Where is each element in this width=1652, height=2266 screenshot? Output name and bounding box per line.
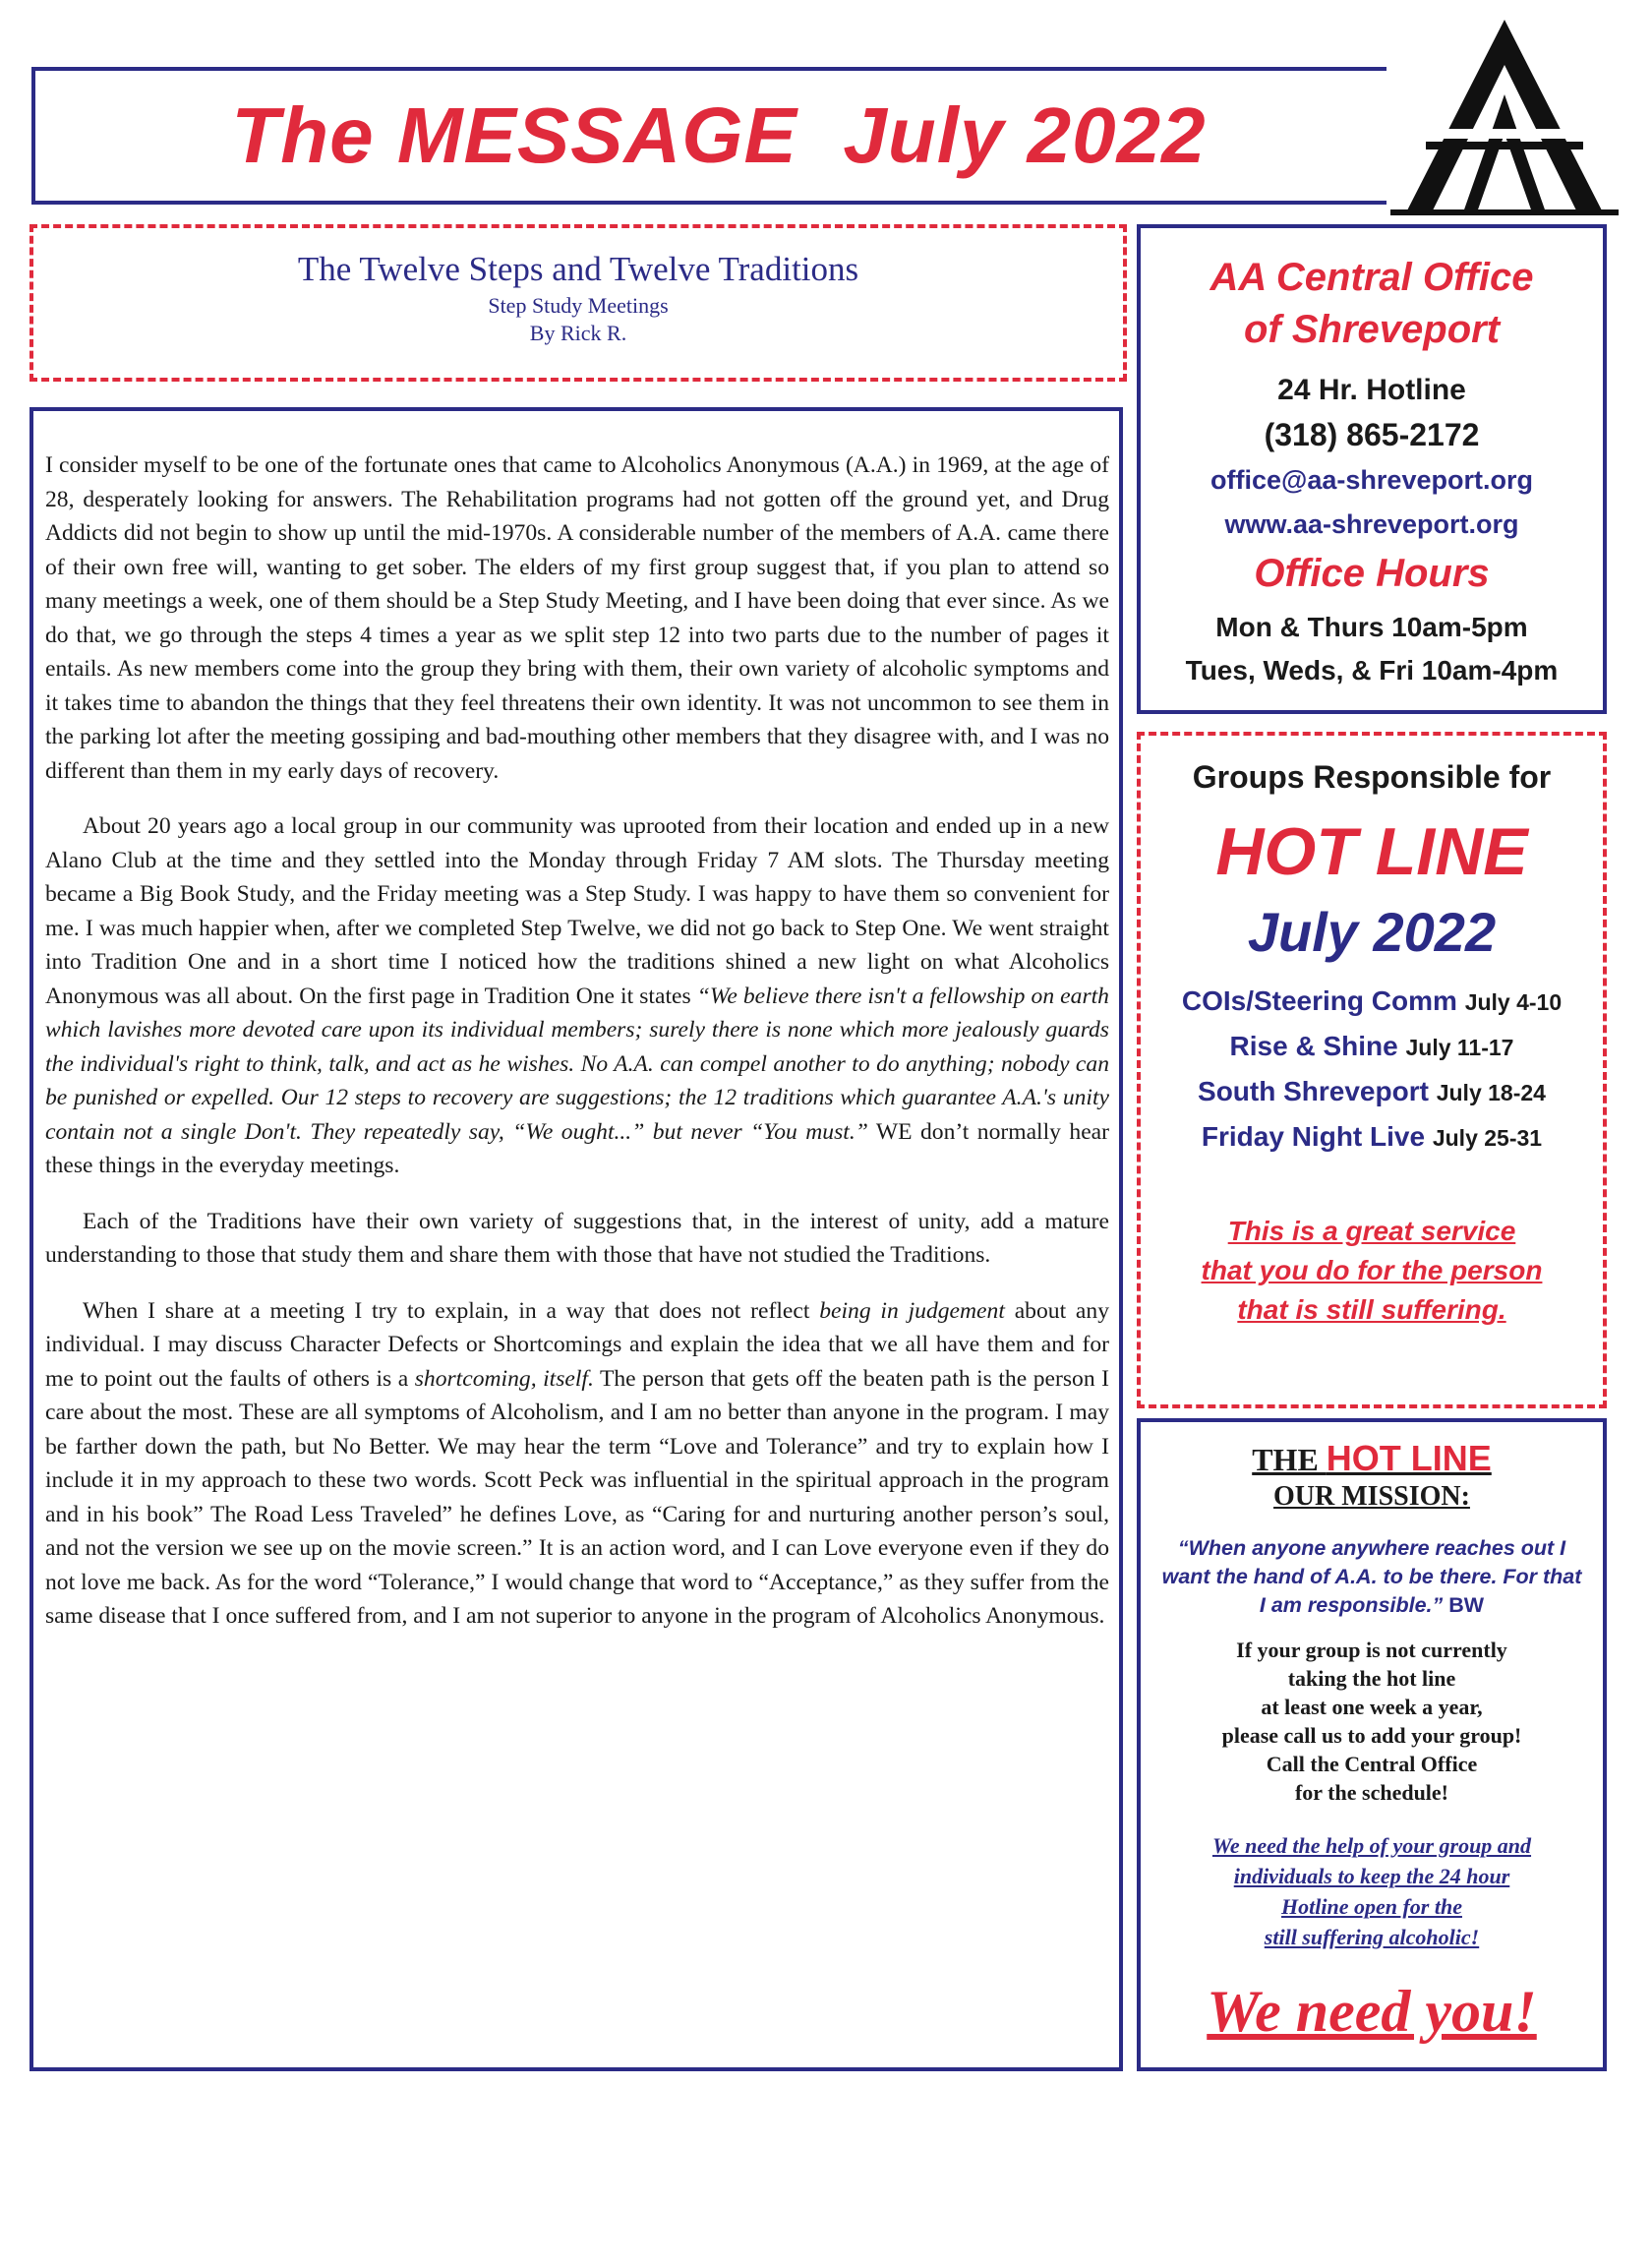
group-dates: July 4-10 [1464,989,1563,1015]
mission-help-request [1141,1830,1603,1952]
service-line: This is a great service [1227,1216,1516,1246]
contact-website[interactable]: www.aa-shreveport.org [1224,509,1519,539]
mission-body-line: at least one week a year, [1261,1695,1483,1719]
paragraph-4-text-a: When I share at a meeting I try to explain, in a way that does not reflect [83,1297,820,1324]
mission-body-line: taking the hot line [1287,1666,1456,1691]
mission-body-line: please call us to add your group! [1221,1723,1522,1748]
group-name: COIs/Steering Comm [1181,985,1457,1016]
group-row [1141,1076,1603,1107]
groups-month: July 2022 [1247,901,1497,963]
central-office-contact-box [1137,224,1607,714]
aa-double-a-logo-icon [1386,16,1622,222]
service-message [1141,1212,1603,1330]
help-line: individuals to keep the 24 hour [1233,1864,1510,1888]
mission-heading-the: THE [1252,1442,1327,1477]
article-title: The Twelve Steps and Twelve Traditions [297,250,859,288]
help-line: We need the help of your group and [1211,1833,1532,1858]
office-hours-line: Mon & Thurs 10am-5pm [1215,612,1528,642]
office-hours-line: Tues, Weds, & Fri 10am-4pm [1185,655,1559,686]
article-paragraph-3: Each of the Traditions have their own variety of suggestions that, in the interest of unity, add a mature understanding to those that study them and share them with those that have not studied the Traditions. [45,1208,1109,1268]
group-name: Rise & Shine [1229,1031,1398,1061]
central-office-title: AA Central Office [1210,256,1534,299]
article-paragraph-1: I consider myself to be one of the fortunate ones that came to Alcoholics Anonymous (A.A.) in 1969, at the age of 28, desperately looking for answers. The Rehabilitation programs had not gotten off the ground yet, and Drug Addicts did not begin to show up until the mid-1970s. A considerable number of the members of A.A. came there of their own free will, wanting to get sober. The elders of my first group suggest that, if you plan to attend so many meetings a week, one of them should be a Step Study Meeting, and I have been doing that ever since. As we do that, we go through the steps 4 times a year as we split step 12 into two parts due to the number of pages it entails. As new members come into the group they bring with them, their own variety of alcoholic symptoms and it takes time to abandon the things that they feel threatens their own identity. It was not uncommon to see them in the parking lot after the meeting gossiping and bad-mouthing other members that they disagree with, and I was no different than them in my early days of recovery. [45,452,1109,784]
mission-body [1141,1636,1603,1807]
service-line: that is still suffering. [1237,1294,1506,1325]
hotline-label: 24 Hr. Hotline [1277,374,1466,406]
groups-heading: Groups Responsible for [1192,759,1552,795]
help-line: still suffering alcoholic! [1264,1925,1480,1949]
paragraph-4-text-c: The person that gets off the beaten path is the person I care about the most. These are all symptoms of Alcoholism, and I am no better than anyone in the program. I may be farther down the path, but No Better. We may hear the term “Love and Tolerance” and try to explain how I include it in my approach to these two words. Scott Peck was influential in the spiritual approach in the program and in his book” The Road Less Traveled” he defines Love, as “Caring for and nurturing another person’s soul, and not the version we see up on the movie screen.” It is an action word, and I can Love everyone even if they do not love me back. As for the word “Tolerance,” I would change that word to “Acceptance,” as they suffer from the same disease that I once suffered from, and I am not superior to anyone in the program of Alcoholics Anonymous. [45,1365,1109,1629]
paragraph-2-text: About 20 years ago a local group in our community was uprooted from their location and ended up in a new Alano Club at the time and they settled into the Monday through Friday 7 AM slots. The Thursday meeting became a Big Book Study, and the Friday meeting was a Step Study. I was happy to have them so convenient for me. I was much happier when, after we completed Step Twelve, we did not go back to Step One. We went straight into Tradition One and in a short time I noticed how the traditions shined a new light on what Alcoholics Anonymous was all about. On the first page in Tradition One it states [45,813,1109,1009]
article-subtitle: Step Study Meetings [488,293,669,318]
group-name: Friday Night Live [1201,1121,1426,1152]
group-dates: July 11-17 [1405,1035,1514,1060]
we-need-you-callout: We need you! [1207,1979,1537,2044]
masthead-title: The MESSAGE July 2022 [231,91,1207,179]
mission-body-line: for the schedule! [1294,1780,1449,1805]
hotline-mission-box [1137,1418,1607,2071]
paragraph-4-emphasis-1: being in judgement [819,1297,1005,1324]
group-row [1141,985,1603,1017]
mission-heading [1141,1438,1603,1479]
group-row [1141,1121,1603,1153]
service-line: that you do for the person [1201,1255,1543,1285]
responsibility-quote [1158,1534,1585,1620]
article-paragraph-2 [45,809,1109,1183]
central-office-city: of Shreveport [1243,308,1501,351]
office-hours-title: Office Hours [1254,552,1490,595]
quote-text: “When anyone anywhere reaches out I want the hand of A.A. to be there. For that I am responsible.” [1161,1536,1582,1617]
article-paragraph-4 [45,1294,1109,1634]
mission-heading-hotline: HOT LINE [1326,1438,1492,1478]
paragraph-4-text-b: about any individual. I may discuss Character Defects or Shortcomings and explain the idea that we all have them and for me to point out the faults of others is a [45,1297,1110,1392]
mission-subheading: OUR MISSION: [1273,1481,1470,1512]
masthead [31,67,1605,205]
group-dates: July 25-31 [1432,1125,1543,1151]
hotline-groups-box [1137,732,1607,1408]
group-dates: July 18-24 [1436,1080,1546,1105]
quote-author: BW [1443,1593,1485,1617]
groups-hotline-title: HOT LINE [1215,814,1528,889]
mission-body-line: Call the Central Office [1266,1752,1478,1776]
group-name: South Shreveport [1198,1076,1429,1106]
help-line: Hotline open for the [1281,1894,1462,1919]
group-row [1141,1031,1603,1062]
mission-body-line: If your group is not currently [1236,1638,1507,1662]
paragraph-2-tail: WE don’t normally hear these things in the everyday meetings. [45,1118,1109,1178]
tradition-one-quote: “We believe there isn't a fellowship on earth which lavishes more devoted care upon its individual members; surely there is none which more jealously guards the individual's right to think, talk, and act as he wishes. No A.A. can compel another to do anything; nobody can be punished or expelled. Our 12 steps to recovery are suggestions; the 12 traditions which guarantee A.A.'s unity contain not a single Don't. They repeatedly say, “We ought...” but never “You must.” [45,983,1109,1145]
paragraph-4-emphasis-2: shortcoming, itself. [414,1365,594,1392]
contact-email[interactable]: office@aa-shreveport.org [1210,465,1533,495]
article-byline: By Rick R. [529,321,627,345]
hotline-phone[interactable]: (318) 865-2172 [1264,417,1480,452]
article-body [30,407,1123,2071]
article-title-box [30,224,1127,382]
